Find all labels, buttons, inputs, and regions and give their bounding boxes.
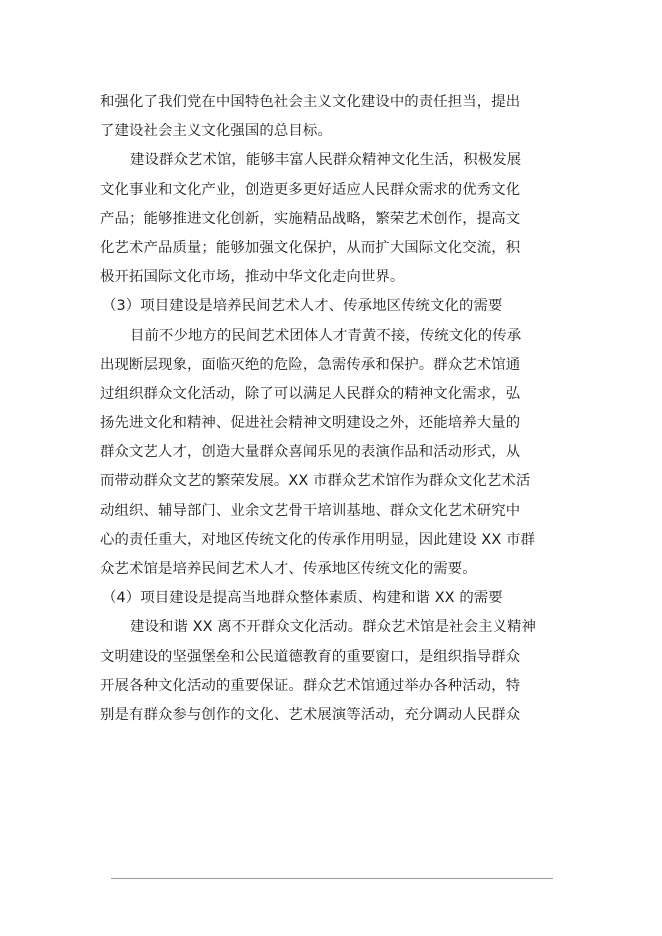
body-text-line: 了建设社会主义文化强国的总目标。 bbox=[100, 123, 332, 140]
body-text-line: 群众文艺人才，创造大量群众喜闻乐见的表演作品和活动形式，从 bbox=[100, 444, 521, 461]
paragraph-first-line: 建设和谐 XX 离不开群众文化活动。群众艺术馆是社会主义精神 bbox=[130, 619, 537, 636]
section-heading-4: （4）项目建设是提高当地群众整体素质、构建和谐 XX 的需要 bbox=[102, 590, 503, 607]
body-text-line: 产品；能够推进文化创新，实施精品战略，繁荣艺术创作，提高文 bbox=[100, 210, 521, 227]
body-text-line: 动组织、辅导部门、业余文艺骨干培训基地、群众文化艺术研究中 bbox=[100, 502, 521, 519]
body-text-line: 文化事业和文化产业，创造更多更好适应人民群众需求的优秀文化 bbox=[100, 181, 521, 198]
document-body bbox=[100, 88, 556, 730]
body-text-line: 扬先进文化和精神、促进社会精神文明建设之外，还能培养大量的 bbox=[100, 415, 521, 432]
body-text-line: 心的责任重大，对地区传统文化的传承作用明显，因此建设 XX 市群 bbox=[100, 531, 536, 548]
body-text-line: 文明建设的坚强堡垒和公民道德教育的重要窗口，是组织指导群众 bbox=[100, 648, 521, 665]
body-text-line: 极开拓国际文化市场，推动中华文化走向世界。 bbox=[100, 269, 405, 286]
paragraph-first-line: 目前不少地方的民间艺术团体人才青黄不接，传统文化的传承 bbox=[130, 327, 522, 344]
body-text-line: 过组织群众文化活动，除了可以满足人民群众的精神文化需求，弘 bbox=[100, 385, 521, 402]
body-text-line: 化艺术产品质量；能够加强文化保护，从而扩大国际文化交流，积 bbox=[100, 239, 521, 256]
body-text-line: 和强化了我们党在中国特色社会主义文化建设中的责任担当，提出 bbox=[100, 94, 521, 110]
body-text-line: 别是有群众参与创作的文化、艺术展演等活动，充分调动人民群众 bbox=[100, 706, 521, 723]
body-text-line: 开展各种文化活动的重要保证。群众艺术馆通过举办各种活动，特 bbox=[100, 677, 521, 694]
body-text-line: 出现断层现象，面临灭绝的危险，急需传承和保护。群众艺术馆通 bbox=[100, 356, 521, 373]
section-heading-3: （3）项目建设是培养民间艺术人才、传承地区传统文化的需要 bbox=[102, 298, 503, 315]
body-text-line: 众艺术馆是培养民间艺术人才、传承地区传统文化的需要。 bbox=[100, 561, 477, 577]
footer-divider bbox=[111, 878, 553, 879]
body-text-line: 而带动群众文艺的繁荣发展。XX 市群众艺术馆作为群众文化艺术活 bbox=[100, 473, 531, 490]
paragraph-first-line: 建设群众艺术馆，能够丰富人民群众精神文化生活，积极发展 bbox=[130, 152, 522, 169]
